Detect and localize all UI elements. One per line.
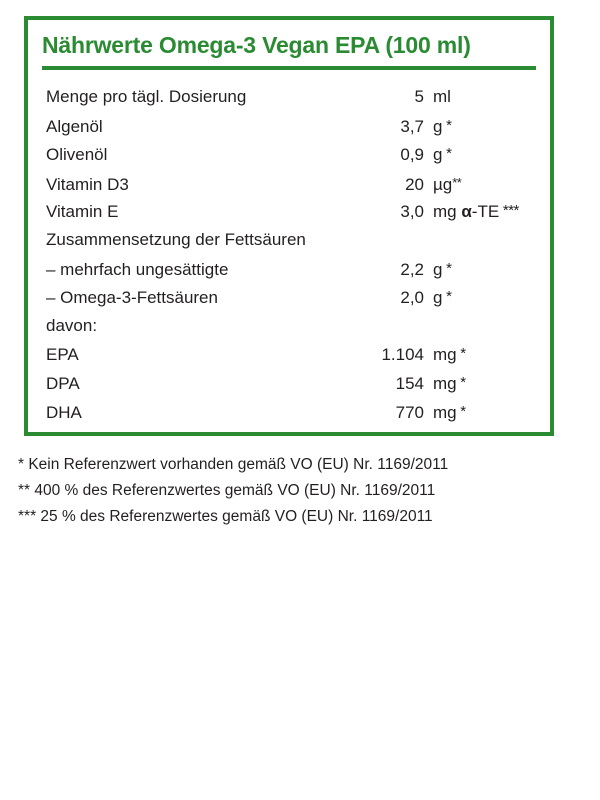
row-value-unit: ml xyxy=(433,87,451,106)
row-value-number: 2,0 xyxy=(400,288,424,308)
row-label: Vitamin D3 xyxy=(46,174,129,194)
footnotes-list xyxy=(18,452,578,530)
table-row xyxy=(46,283,536,312)
row-label: DPA xyxy=(46,373,80,393)
footnote-marker: ** xyxy=(452,174,462,190)
page-title: Nährwerte Omega-3 Vegan EPA (100 ml) xyxy=(42,32,471,58)
row-value-number: 20 xyxy=(405,174,424,194)
row-value-number: 3,0 xyxy=(400,202,424,222)
row-label: Zusammensetzung der Fettsäuren xyxy=(46,229,306,249)
row-value-number: 3,7 xyxy=(400,116,424,136)
table-row xyxy=(46,169,536,198)
table-row xyxy=(46,312,536,341)
row-value-unit: g * xyxy=(433,116,452,136)
footnote-marker: * xyxy=(442,259,452,277)
table-row xyxy=(46,197,536,226)
table-row xyxy=(46,398,536,427)
row-value-number: 0,9 xyxy=(400,145,424,165)
footnote: *** 25 % des Referenzwertes gemäß VO (EU) Nr. 1169/2011 xyxy=(18,508,433,525)
row-label: DHA xyxy=(46,402,82,422)
footnote-marker: * xyxy=(456,402,466,420)
row-label: Olivenöl xyxy=(46,145,108,165)
row-label: EPA xyxy=(46,345,79,365)
row-value-unit: mg * xyxy=(433,402,466,422)
row-label: davon: xyxy=(46,315,98,335)
table-row xyxy=(46,255,536,284)
table-row xyxy=(46,226,536,255)
table-row xyxy=(46,369,536,398)
table-row xyxy=(46,83,536,112)
row-value-number: 2,2 xyxy=(400,259,424,279)
footnote-marker: * xyxy=(456,345,466,363)
footnote-marker: *** xyxy=(499,202,519,220)
footnote: * Kein Referenzwert vorhanden gemäß VO (EU) Nr. 1169/2011 xyxy=(18,456,449,473)
nutrition-table-box xyxy=(24,16,554,436)
row-label: – Omega-3-Fettsäuren xyxy=(46,288,218,308)
alpha-symbol: α xyxy=(461,202,472,222)
row-value-number: 770 xyxy=(395,402,424,422)
nutrition-rows xyxy=(28,70,550,426)
row-value-unit: g * xyxy=(433,145,452,165)
row-value-number: 1.104 xyxy=(381,345,424,365)
table-row xyxy=(46,140,536,169)
row-value-number: 5 xyxy=(414,87,424,106)
row-label: Vitamin E xyxy=(46,202,119,222)
row-label: Algenöl xyxy=(46,116,103,136)
table-row xyxy=(46,340,536,369)
table-row xyxy=(46,112,536,141)
row-value-unit: mg α-TE *** xyxy=(433,202,519,222)
footnote: ** 400 % des Referenzwertes gemäß VO (EU) Nr. 1169/2011 xyxy=(18,482,436,499)
row-label: – mehrfach ungesättigte xyxy=(46,259,229,279)
footnote-marker: * xyxy=(442,116,452,134)
row-value-unit: g * xyxy=(433,288,452,308)
footnote-marker: * xyxy=(442,145,452,163)
footnote-marker: * xyxy=(442,288,452,306)
row-value-unit: µg** xyxy=(433,174,462,194)
row-label: Menge pro tägl. Dosierung xyxy=(46,87,247,106)
row-value-unit: g * xyxy=(433,259,452,279)
row-value-unit: mg * xyxy=(433,373,466,393)
row-value-number: 154 xyxy=(395,373,424,393)
footnote-marker: * xyxy=(456,373,466,391)
row-value-unit: mg * xyxy=(433,345,466,365)
